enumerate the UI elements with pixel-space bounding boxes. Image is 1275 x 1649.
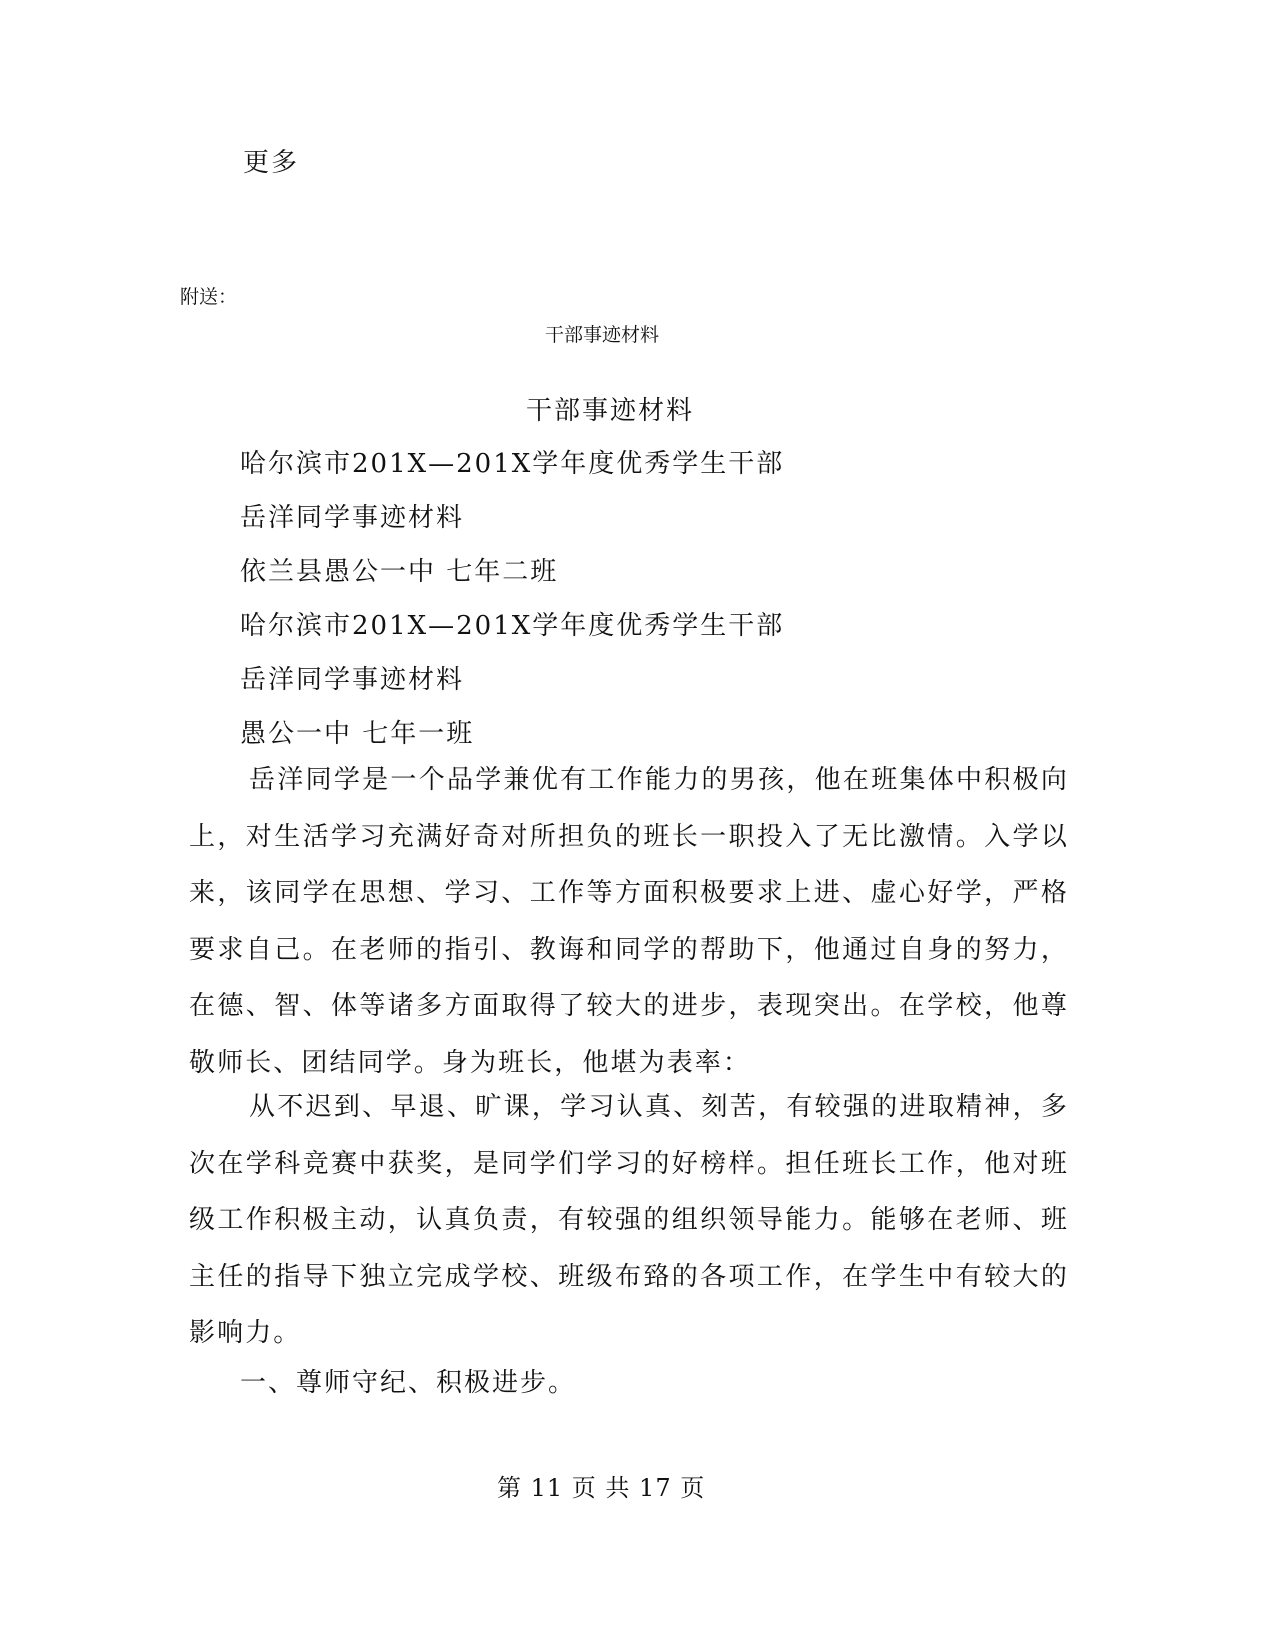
header-line: 哈尔滨市201X—201X学年度优秀学生干部 [240,449,785,479]
main-title: 干部事迹材料 [526,396,695,426]
header-line: 岳洋同学事迹材料 [240,503,465,533]
header-line: 依兰县愚公一中 七年二班 [240,557,559,587]
page-footer: 第 11 页 共 17 页 [497,1474,706,1502]
small-title: 干部事迹材料 [545,324,660,346]
header-line: 岳洋同学事迹材料 [240,665,465,695]
more-text: 更多 [243,148,300,178]
header-line: 哈尔滨市201X—201X学年度优秀学生干部 [240,611,785,641]
body-paragraph: 岳洋同学是一个品学兼优有工作能力的男孩，他在班集体中积极向上，对生活学习充满好奇对所担负的班长一职投入了无比激情。入学以来，该同学在思想、学习、工作等方面积极要求上进、虚心好学，严格要求自己。在老师的指引、教诲和同学的帮助下，他通过自身的努力，在德、智、体等诸多方面取得了较大的进步，表现突出。在学校，他尊敬师长、团结同学。身为班长，他堪为表率： [189,765,1069,1078]
header-line: 愚公一中 七年一班 [240,719,475,749]
attachment-label: 附送： [180,286,238,308]
section-heading: 一、尊师守纪、积极进步。 [240,1368,577,1398]
body-paragraph: 从不迟到、早退、旷课，学习认真、刻苦，有较强的进取精神，多次在学科竞赛中获奖，是同学们学习的好榜样。担任班长工作，他对班级工作积极主动，认真负责，有较强的组织领导能力。能够在老师、班主任的指导下独立完成学校、班级布臵的各项工作，在学生中有较大的影响力。 [189,1092,1069,1349]
